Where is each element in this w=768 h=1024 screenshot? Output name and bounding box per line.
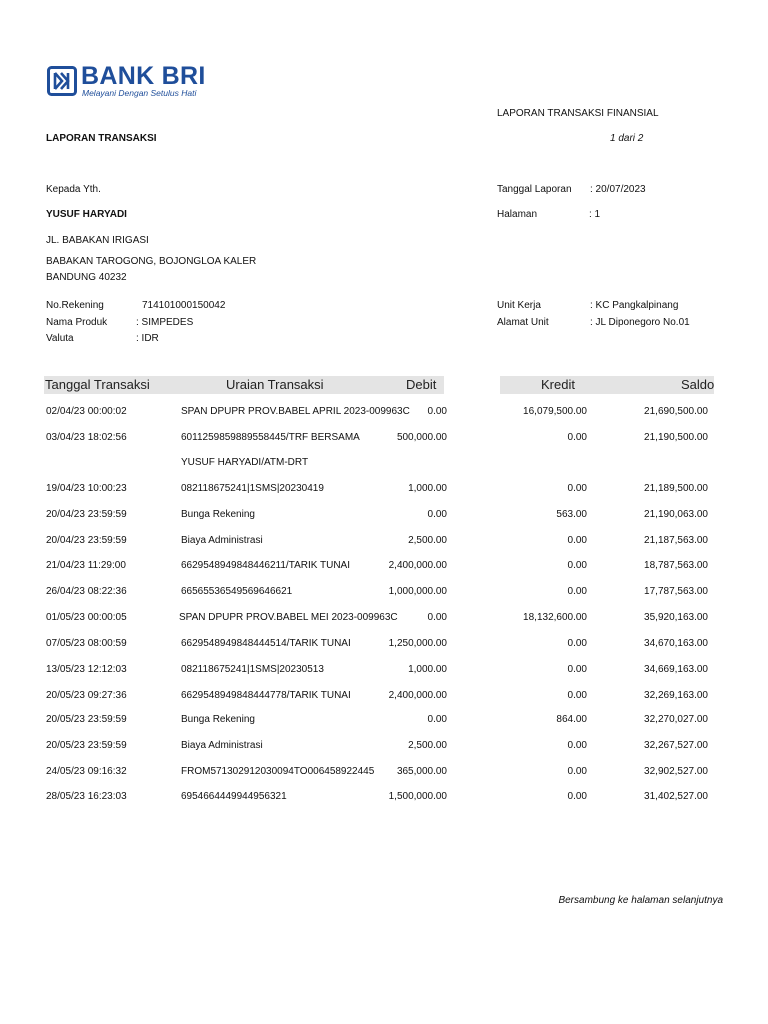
- cell-date: 20/05/23 23:59:59: [46, 740, 127, 751]
- cell-saldo: 31,402,527.00: [644, 791, 708, 802]
- cell-date: 20/05/23 09:27:36: [46, 690, 127, 701]
- cell-date: 28/05/23 16:23:03: [46, 791, 127, 802]
- currency-value: : IDR: [136, 333, 159, 344]
- cell-debit: 1,000.00: [408, 664, 447, 675]
- cell-description: 082118675241|1SMS|20230419: [181, 483, 324, 494]
- cell-description: FROM571302912030094TO006458922445: [181, 766, 375, 777]
- salutation: Kepada Yth.: [46, 184, 101, 195]
- cell-saldo: 32,270,027.00: [644, 714, 708, 725]
- table-row: [0, 612, 768, 626]
- cell-kredit: 0.00: [567, 690, 587, 701]
- cell-kredit: 16,079,500.00: [523, 406, 587, 417]
- cell-kredit: 0.00: [567, 432, 587, 443]
- cell-date: 20/04/23 23:59:59: [46, 535, 127, 546]
- table-row: [0, 586, 768, 600]
- cell-saldo: 18,787,563.00: [644, 560, 708, 571]
- cell-debit: 0.00: [427, 612, 447, 623]
- cell-debit: 1,000,000.00: [388, 586, 447, 597]
- cell-date: 24/05/23 09:16:32: [46, 766, 127, 777]
- cell-date: 07/05/23 08:00:59: [46, 638, 127, 649]
- unit-address-value: : JL Diponegoro No.01: [590, 317, 690, 328]
- cell-date: 03/04/23 18:02:56: [46, 432, 127, 443]
- cell-description: Biaya Administrasi: [181, 740, 263, 751]
- cell-saldo: 21,690,500.00: [644, 406, 708, 417]
- cell-debit: 1,250,000.00: [388, 638, 447, 649]
- page-label: Halaman: [497, 209, 538, 220]
- cell-debit: 2,400,000.00: [388, 690, 447, 701]
- table-row: [0, 740, 768, 754]
- cell-date: 01/05/23 00:00:05: [46, 612, 127, 623]
- cell-kredit: 0.00: [567, 483, 587, 494]
- cell-debit: 2,400,000.00: [388, 560, 447, 571]
- cell-debit: 0.00: [427, 406, 447, 417]
- cell-kredit: 0.00: [567, 740, 587, 751]
- table-row: [0, 638, 768, 652]
- table-row: [0, 714, 768, 728]
- header-debit: Debit: [406, 377, 437, 392]
- cell-date: 19/04/23 10:00:23: [46, 483, 127, 494]
- cell-saldo: 21,189,500.00: [644, 483, 708, 494]
- table-row: [0, 483, 768, 497]
- address-line-1: JL. BABAKAN IRIGASI: [46, 235, 149, 246]
- bank-logo: [47, 64, 217, 100]
- report-type: LAPORAN TRANSAKSI FINANSIAL: [497, 108, 659, 119]
- cell-description: YUSUF HARYADI/ATM-DRT: [181, 457, 309, 468]
- cell-date: 26/04/23 08:22:36: [46, 586, 127, 597]
- header-kredit: Kredit: [541, 377, 575, 392]
- report-date-value: : 20/07/2023: [590, 184, 646, 195]
- unit-address-label: Alamat Unit: [497, 317, 549, 328]
- cell-kredit: 0.00: [567, 638, 587, 649]
- cell-kredit: 563.00: [556, 509, 587, 520]
- header-saldo: Saldo: [681, 377, 715, 392]
- cell-description: 6629548949848444778/TARIK TUNAI: [181, 690, 351, 701]
- cell-date: 13/05/23 12:12:03: [46, 664, 127, 675]
- table-row: [0, 457, 768, 471]
- table-row: [0, 791, 768, 805]
- cell-saldo: 21,187,563.00: [644, 535, 708, 546]
- recipient-name: YUSUF HARYADI: [46, 209, 127, 220]
- product-label: Nama Produk: [46, 317, 108, 328]
- cell-description: 6954664449944956321: [181, 791, 287, 802]
- cell-description: Biaya Administrasi: [181, 535, 263, 546]
- address-line-2: BABAKAN TAROGONG, BOJONGLOA KALER: [46, 256, 257, 267]
- cell-description: 6629548949848444514/TARIK TUNAI: [181, 638, 351, 649]
- cell-date: 20/05/23 23:59:59: [46, 714, 127, 725]
- cell-description: 6011259859889558445/TRF BERSAMA: [181, 432, 360, 443]
- cell-debit: 2,500.00: [408, 740, 447, 751]
- cell-date: 21/04/23 11:29:00: [46, 560, 126, 571]
- cell-debit: 500,000.00: [396, 432, 447, 443]
- address-line-3: BANDUNG 40232: [46, 272, 127, 283]
- cell-description: Bunga Rekening: [181, 714, 255, 725]
- page-value: : 1: [589, 209, 601, 220]
- cell-description: SPAN DPUPR PROV.BABEL MEI 2023-009963C: [179, 612, 398, 623]
- cell-debit: 1,500,000.00: [388, 791, 447, 802]
- bank-brand-name: BANK BRI: [81, 62, 206, 90]
- table-row: [0, 509, 768, 523]
- cell-description: 6629548949848446211/TARIK TUNAI: [181, 560, 351, 571]
- cell-description: Bunga Rekening: [181, 509, 255, 520]
- cell-kredit: 0.00: [567, 560, 587, 571]
- cell-date: 02/04/23 00:00:02: [46, 406, 127, 417]
- table-row: [0, 664, 768, 678]
- cell-saldo: 32,902,527.00: [644, 766, 708, 777]
- cell-description: 66565536549569646621: [181, 586, 293, 597]
- table-row: [0, 535, 768, 549]
- cell-kredit: 0.00: [567, 664, 587, 675]
- cell-kredit: 0.00: [567, 586, 587, 597]
- bri-logo-icon: [47, 66, 77, 96]
- table-row: [0, 432, 768, 446]
- table-row: [0, 406, 768, 420]
- cell-debit: 1,000.00: [408, 483, 447, 494]
- cell-saldo: 34,670,163.00: [644, 638, 708, 649]
- report-title: LAPORAN TRANSAKSI: [46, 133, 157, 144]
- header-date: Tanggal Transaksi: [45, 377, 150, 392]
- account-number-value: 714101000150042: [142, 300, 226, 311]
- cell-saldo: 32,267,527.00: [644, 740, 708, 751]
- product-value: : SIMPEDES: [136, 317, 194, 328]
- table-row: [0, 766, 768, 780]
- cell-saldo: 34,669,163.00: [644, 664, 708, 675]
- table-row: [0, 560, 768, 574]
- cell-description: SPAN DPUPR PROV.BABEL APRIL 2023-009963C: [181, 406, 410, 417]
- cell-saldo: 21,190,063.00: [644, 509, 708, 520]
- cell-description: 082118675241|1SMS|20230513: [181, 664, 324, 675]
- cell-date: 20/04/23 23:59:59: [46, 509, 127, 520]
- page-of: 1 dari 2: [610, 133, 644, 144]
- unit-value: : KC Pangkalpinang: [590, 300, 679, 311]
- unit-label: Unit Kerja: [497, 300, 541, 311]
- cell-kredit: 0.00: [567, 535, 587, 546]
- cell-saldo: 35,920,163.00: [644, 612, 708, 623]
- cell-saldo: 21,190,500.00: [644, 432, 708, 443]
- continued-note: Bersambung ke halaman selanjutnya: [558, 895, 723, 906]
- bank-tagline: Melayani Dengan Setulus Hati: [82, 88, 197, 98]
- cell-kredit: 0.00: [567, 791, 587, 802]
- cell-debit: 2,500.00: [408, 535, 447, 546]
- cell-kredit: 0.00: [567, 766, 587, 777]
- cell-kredit: 18,132,600.00: [523, 612, 587, 623]
- account-number-label: No.Rekening: [46, 300, 104, 311]
- header-description: Uraian Transaksi: [226, 377, 324, 392]
- cell-debit: 0.00: [427, 714, 447, 725]
- cell-kredit: 864.00: [556, 714, 587, 725]
- currency-label: Valuta: [46, 333, 74, 344]
- cell-saldo: 32,269,163.00: [644, 690, 708, 701]
- cell-debit: 0.00: [427, 509, 447, 520]
- cell-saldo: 17,787,563.00: [644, 586, 708, 597]
- report-date-label: Tanggal Laporan: [497, 184, 572, 195]
- cell-debit: 365,000.00: [396, 766, 447, 777]
- table-row: [0, 690, 768, 704]
- transaction-table-header: [44, 376, 714, 394]
